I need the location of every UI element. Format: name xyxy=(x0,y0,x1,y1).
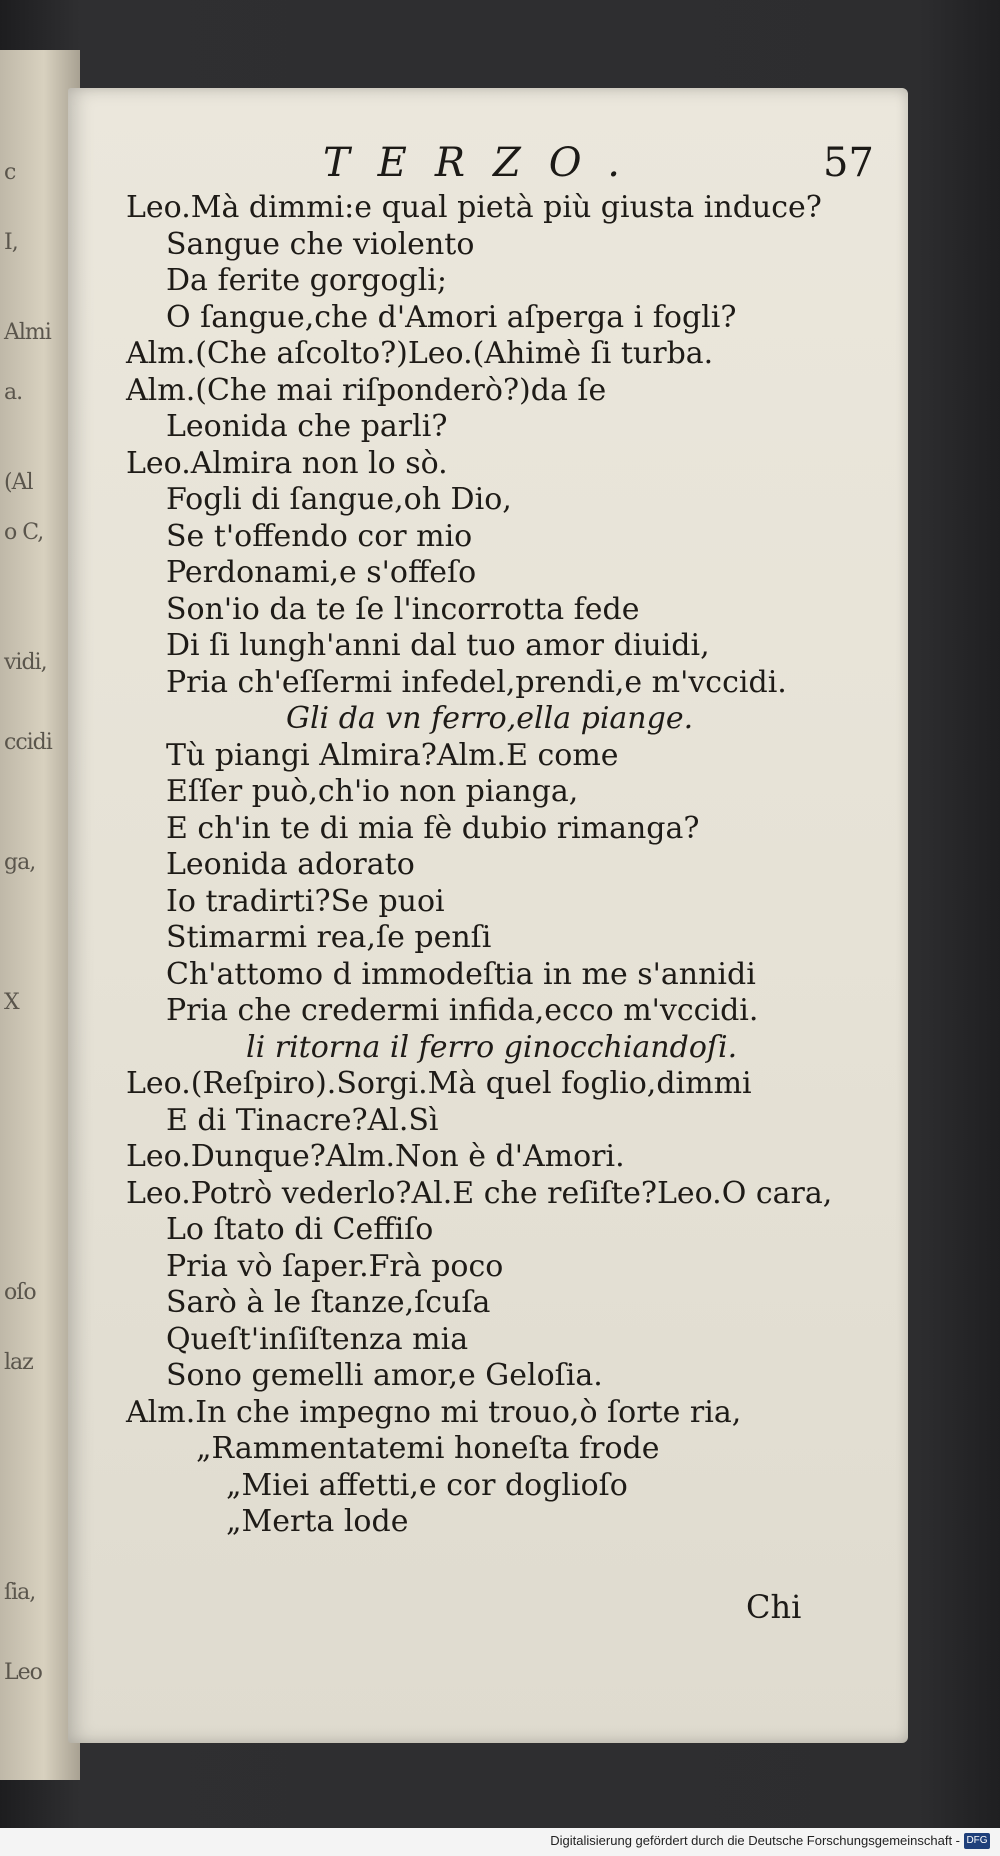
verse-line: Pria vò ſaper.Frà poco xyxy=(166,1248,504,1284)
verse-line: Alm.In che impegno mi trouo,ò ſorte ria, xyxy=(126,1394,742,1430)
footer-bar xyxy=(0,1828,1000,1856)
verse-line: Stimarmi rea,ſe penſi xyxy=(166,920,492,955)
catchword: Chi xyxy=(746,1588,802,1626)
verse-line: Sarò à le ſtanze,ſcuſa xyxy=(166,1285,491,1320)
verse-line: Leo.Mà dimmi:e qual pietà più giusta induce? xyxy=(126,190,822,225)
page-number: 57 xyxy=(823,140,874,186)
verse-line: Ch'attomo d immodeſtia in me s'annidi xyxy=(166,956,756,992)
running-title: TERZO. xyxy=(323,140,648,186)
dfg-logo-icon: DFG xyxy=(964,1833,990,1849)
verse-line: Alm.(Che mai riſponderò?)da ſe xyxy=(126,372,607,408)
verse-line: „Miei affetti,e cor doglioſo xyxy=(226,1467,628,1503)
verse-line: „Merta lode xyxy=(226,1504,409,1539)
verse-line: Io tradirti?Se puoi xyxy=(166,883,445,919)
verse-line: E ch'in te di mia fè dubio rimanga? xyxy=(166,810,700,846)
verse-line: „Rammentatemi honeſta frode xyxy=(196,1431,660,1466)
play-text xyxy=(126,190,886,1541)
verse-line: Se t'offendo cor mio xyxy=(166,518,473,554)
facing-page-edge: c I, Almi a. (Al o C, vidi, ccidi ga, X oſo laz ſia, Leo xyxy=(0,50,80,1780)
stage-direction: Gli da vn ferro,ella piange. xyxy=(286,701,694,736)
verse-line: Sono gemelli amor,e Geloſia. xyxy=(166,1358,603,1393)
book-page xyxy=(68,88,908,1743)
verse-line: Queſt'inſiſtenza mia xyxy=(166,1321,469,1357)
verse-line: Leo.(Reſpiro).Sorgi.Mà quel foglio,dimmi xyxy=(126,1066,752,1101)
verse-line: Leo.Dunque?Alm.Non è d'Amori. xyxy=(126,1139,625,1174)
verse-line: Fogli di ſangue,oh Dio, xyxy=(166,482,512,517)
verse-line: Leonida che parli? xyxy=(166,409,448,444)
verse-line: E di Tinacre?Al.Sì xyxy=(166,1102,439,1138)
verse-line: Perdonami,e s'offeſo xyxy=(166,555,477,590)
verse-line: Eſſer può,ch'io non pianga, xyxy=(166,774,579,809)
stage-direction: li ritorna il ferro ginocchiandoſi. xyxy=(246,1029,738,1065)
verse-line: Leo.Almira non lo sò. xyxy=(126,445,448,481)
verse-line: Son'io da te ſe l'incorrotta fede xyxy=(166,591,640,627)
verse-line: Sangue che violento xyxy=(166,226,475,262)
verse-line: Tù piangi Almira?Alm.E come xyxy=(166,737,619,773)
verse-line: Di ſi lungh'anni dal tuo amor diuidi, xyxy=(166,628,710,663)
verse-line: O ſangue,che d'Amori aſperga i fogli? xyxy=(166,299,737,335)
verse-line: Da ferite gorgogli; xyxy=(166,263,447,298)
footer-credit: Digitalisierung gefördert durch die Deutsche Forschungsgemeinschaft - xyxy=(550,1833,960,1848)
verse-line: Pria ch'eſſermi infedel,prendi,e m'vccidi. xyxy=(166,664,787,700)
verse-line: Alm.(Che aſcolto?)Leo.(Ahimè ſi turba. xyxy=(126,336,714,371)
page-header xyxy=(323,140,883,186)
verse-line: Leonida adorato xyxy=(166,847,415,882)
verse-line: Leo.Potrò vederlo?Al.E che reſiſte?Leo.O cara, xyxy=(126,1175,833,1211)
verse-line: Pria che credermi infida,ecco m'vccidi. xyxy=(166,993,759,1028)
verse-line: Lo ſtato di Ceffiſo xyxy=(166,1212,434,1247)
